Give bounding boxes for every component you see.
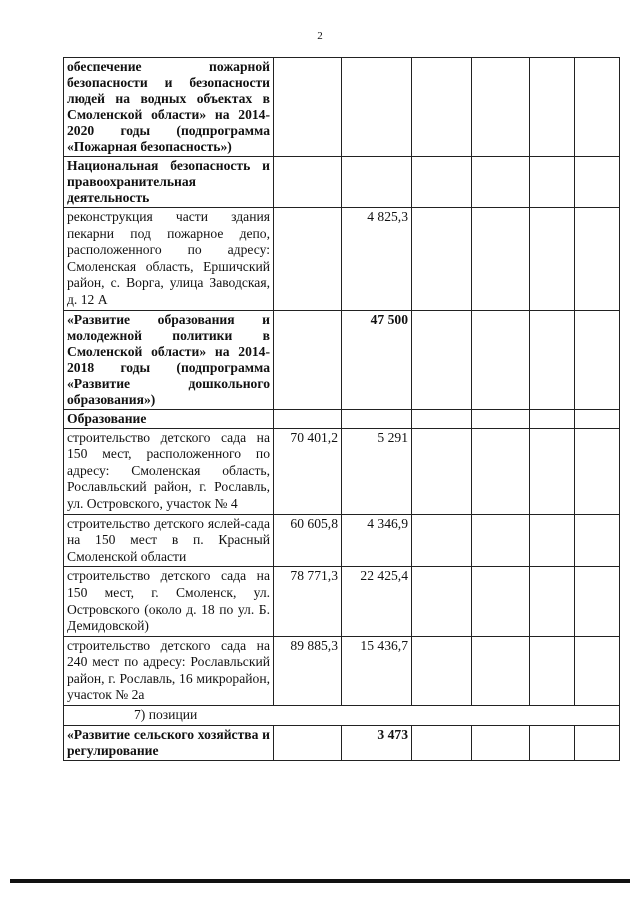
amount-cell-1: 78 771,3: [274, 567, 342, 636]
amount-cell-2: 4 346,9: [342, 514, 412, 567]
description-cell: Национальная безопасность и правоохранительная деятельность: [64, 157, 274, 208]
amount-cell-1: [274, 409, 342, 428]
amount-cell-1: 60 605,8: [274, 514, 342, 567]
amount-cell-2: [342, 409, 412, 428]
page-number: 2: [317, 30, 323, 42]
table-row: [64, 706, 620, 726]
empty-cell: [412, 428, 472, 514]
amount-cell-1: [274, 58, 342, 157]
empty-cell: [472, 636, 530, 705]
description-cell: строительство детского яслей-сада на 150 мест в п. Красный Смоленской области: [64, 514, 274, 567]
empty-cell: [412, 58, 472, 157]
amount-cell-2: [342, 157, 412, 208]
section-label-cell: 7) позиции: [64, 706, 620, 726]
empty-cell: [575, 567, 620, 636]
amount-cell-2: 4 825,3: [342, 208, 412, 311]
empty-cell: [412, 514, 472, 567]
amount-cell-2: 5 291: [342, 428, 412, 514]
description-cell: Образование: [64, 409, 274, 428]
empty-cell: [575, 725, 620, 760]
empty-cell: [530, 636, 575, 705]
empty-cell: [412, 636, 472, 705]
empty-cell: [530, 157, 575, 208]
empty-cell: [575, 514, 620, 567]
empty-cell: [575, 58, 620, 157]
empty-cell: [472, 208, 530, 311]
empty-cell: [530, 514, 575, 567]
description-cell: «Развитие сельского хозяйства и регулирование: [64, 725, 274, 760]
description-cell: строительство детского сада на 150 мест, расположенного по адресу: Смоленская область, Рославльский район, г. Рославль, ул. Островского, участок № 4: [64, 428, 274, 514]
description-cell: строительство детского сада на 150 мест, г. Смоленск, ул. Островского (около д. 18 по ул. Б. Демидовской): [64, 567, 274, 636]
amount-cell-2: 15 436,7: [342, 636, 412, 705]
description-cell: реконструкция части здания пекарни под пожарное депо, расположенного по адресу: Смоленская область, Ершичский район, с. Ворга, улица Заводская, д. 12 А: [64, 208, 274, 311]
amount-cell-1: 89 885,3: [274, 636, 342, 705]
empty-cell: [472, 514, 530, 567]
empty-cell: [412, 208, 472, 311]
budget-table: [63, 57, 620, 761]
empty-cell: [530, 409, 575, 428]
empty-cell: [530, 310, 575, 409]
amount-cell-1: [274, 725, 342, 760]
empty-cell: [530, 567, 575, 636]
empty-cell: [472, 428, 530, 514]
empty-cell: [412, 409, 472, 428]
empty-cell: [412, 567, 472, 636]
empty-cell: [575, 157, 620, 208]
amount-cell-2: 47 500: [342, 310, 412, 409]
empty-cell: [575, 636, 620, 705]
table-row: [64, 208, 620, 311]
empty-cell: [472, 725, 530, 760]
description-cell: «Развитие образования и молодежной политики в Смоленской области» на 2014-2018 годы (подпрограмма «Развитие дошкольного образования»): [64, 310, 274, 409]
table-row: [64, 428, 620, 514]
table-row: [64, 514, 620, 567]
amount-cell-1: 70 401,2: [274, 428, 342, 514]
amount-cell-2: 3 473: [342, 725, 412, 760]
empty-cell: [575, 409, 620, 428]
table-row: [64, 725, 620, 760]
empty-cell: [472, 409, 530, 428]
table-row: [64, 157, 620, 208]
empty-cell: [472, 58, 530, 157]
empty-cell: [472, 157, 530, 208]
amount-cell-1: [274, 310, 342, 409]
amount-cell-2: 22 425,4: [342, 567, 412, 636]
bottom-rule: [10, 879, 630, 883]
empty-cell: [530, 725, 575, 760]
amount-cell-1: [274, 157, 342, 208]
table-row: [64, 58, 620, 157]
empty-cell: [530, 58, 575, 157]
table-row: [64, 310, 620, 409]
empty-cell: [472, 310, 530, 409]
table-row: [64, 636, 620, 705]
amount-cell-2: [342, 58, 412, 157]
table-body: [64, 58, 620, 761]
empty-cell: [412, 725, 472, 760]
table-row: [64, 567, 620, 636]
empty-cell: [472, 567, 530, 636]
description-cell: обеспечение пожарной безопасности и безопасности людей на водных объектах в Смоленской области» на 2014-2020 годы (подпрограмма «Пожарная безопасность»): [64, 58, 274, 157]
empty-cell: [575, 208, 620, 311]
empty-cell: [530, 428, 575, 514]
description-cell: строительство детского сада на 240 мест по адресу: Рославльский район, г. Рославль, 16 микрорайон, участок № 2а: [64, 636, 274, 705]
empty-cell: [412, 310, 472, 409]
empty-cell: [530, 208, 575, 311]
empty-cell: [412, 157, 472, 208]
table-row: [64, 409, 620, 428]
empty-cell: [575, 310, 620, 409]
empty-cell: [575, 428, 620, 514]
amount-cell-1: [274, 208, 342, 311]
